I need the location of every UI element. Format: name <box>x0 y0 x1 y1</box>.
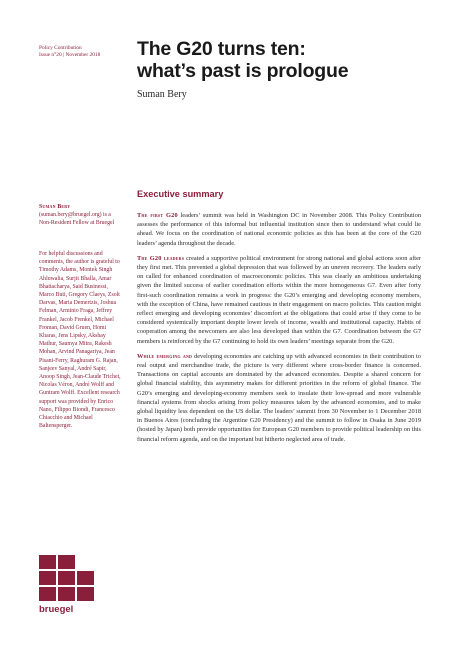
summary-paragraph-1 <box>137 211 421 248</box>
paragraph-3-text: developing economies are catching up with advanced economies in their contribution to real output and merchandise trade, the picture is very different where cross-border finance is concerned. Transactions on capital accounts are dominated by the advanced economies. Despite a shared concern for global financial stability, this asymmetry makes for different priorities in the reform of global finance. The G20’s emerging and developing-economy members seek to insulate their low-spread and more vulnerable financial systems from shocks arising from policy measures taken by the advanced economies, and to make global liquidity less dependent on the US dollar. The leaders’ summit from 30 November to 1 December 2018 in Buenos Aires (concluding the Argentine G20 Presidency) and the summit to follow in Osaka in June 2019 (hosted by Japan) both provide opportunities for European G20 members to provide political leadership on this financial reform agenda, and on the important but hitherto neglected area of trade. <box>137 352 421 443</box>
author-name: Suman Bery <box>137 89 187 100</box>
acknowledgements: For helpful discussions and comments, the author is grateful to Timothy Adams, Montek Singh Ahluwalia, Surjit Bhalla, Amar Bhattacharya, Said Businessi, Marco Buti, Gregory Claeys, Zsolt Darvas, Maria Demertzis, Joshua Felman, Arminio Fraga, Jeffrey Frankel, Jacob Frenkel, Michael Froman, David Gruen, Homi Kharas, Jens Lipsky, Akshay Mathur, Saumya Mitra, Rakesh Mohan, Arvind Panagariya, Jean Pisani-Ferry, Raghuram G. Rajan, Sanjeev Sanyal, André Sapir, Anoop Singh, Jean-Claude Trichet, Nicolas Véron, André Wolff and Guntram Wolff. Excellent research support was provided by Enrico Nano, Filippo Biondi, Francesco Chiacchio and Michael Baltensperger. <box>39 251 121 430</box>
logo-wordmark: bruegel <box>39 604 74 615</box>
bio-text: (suman.bery@bruegel.org) is a Non-Resident Fellow at Bruegel <box>39 212 115 227</box>
logo-mark-icon <box>39 555 95 603</box>
paragraph-1-lead: The first G20 <box>137 212 178 219</box>
summary-paragraph-2 <box>137 254 421 346</box>
series-name: Policy Contribution <box>39 45 82 51</box>
document-title <box>137 38 437 82</box>
executive-summary-body <box>137 211 421 450</box>
summary-paragraph-3 <box>137 352 421 444</box>
paragraph-1-text: leaders’ summit was held in Washington DC in November 2008. This Policy Contribution assesses the performance of this informal but influential institution since then to understand what could lie ahead. We focus on the coordination of national economic policies as this has been at the core of the G20 leaders’ agenda throughout the decade. <box>137 212 422 247</box>
paragraph-2-lead: The G20 leaders <box>137 254 185 262</box>
author-bio <box>39 203 123 228</box>
issue-line: Issue n°20 | November 2018 <box>39 52 101 58</box>
title-line-2: what’s past is prologue <box>137 60 349 82</box>
bio-name: Suman Bery <box>39 204 71 210</box>
series-info <box>39 45 100 59</box>
title-line-1: The G20 turns ten: <box>137 38 306 60</box>
paragraph-2-text: created a supportive political environment for strong national and global actions soon after they first met. This prevented a global depression that was followed by an uneven recovery. The leaders early on called for enhanced coordination of macroeconomic policies. This was clearly an ambitious undertaking given the limited success of earlier coordination efforts within the more homogeneous G7. Even after forty first-such coordination remains a work in progress: the G20’s emerging and developing economy members, with the exception of China, have remained cautious in their engagement on macro policies. This caution might reflect emerging and developing economies’ discomfort at the obligations that could arise if they come to be considered systemically important despite lower levels of income, wealth and institutional capacity. Habits of cooperation among the newcomers are also less developed than within the G7. Coordination between the G7 members is reinforced by the G7 continuing to hold its own leaders’ meetings separate from the G20. <box>137 254 421 345</box>
bruegel-logo <box>39 555 95 613</box>
executive-summary-heading: Executive summary <box>137 189 224 199</box>
paragraph-3-lead: While emerging and <box>137 352 193 360</box>
